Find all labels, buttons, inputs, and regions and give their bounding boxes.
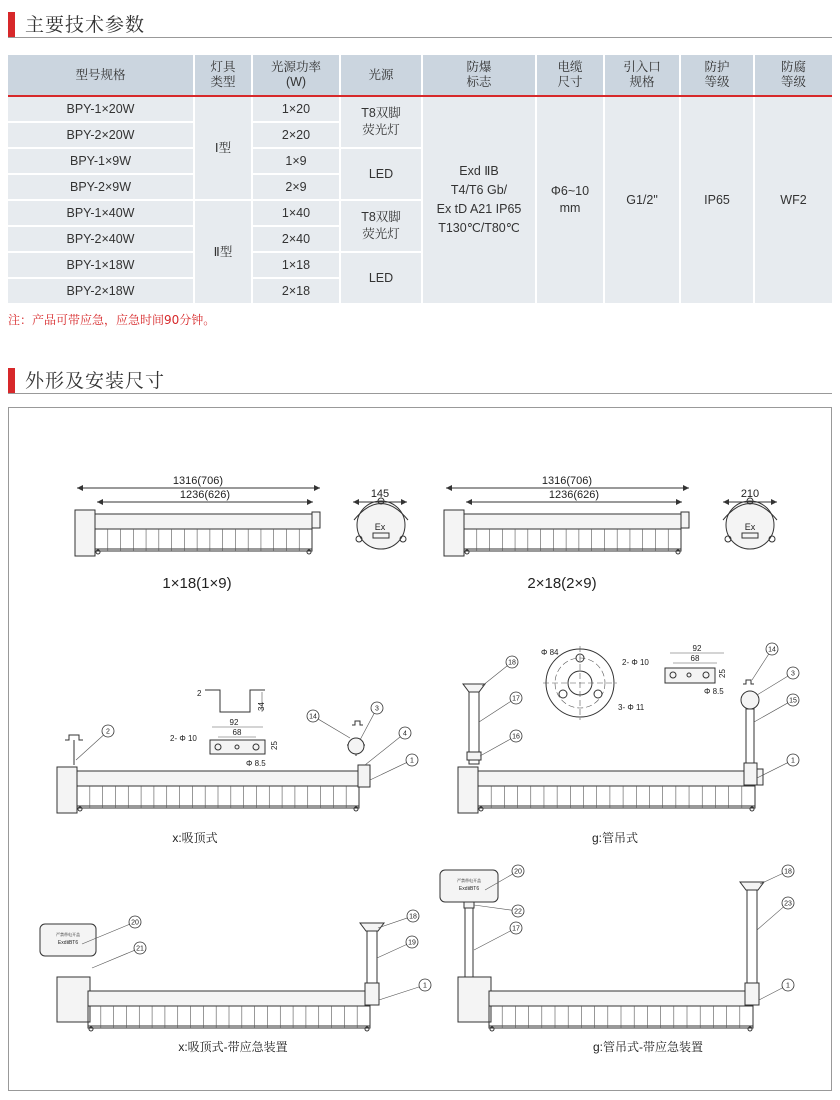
col-header-label: 光源功率(W): [270, 60, 321, 89]
model-cell: BPY-1×20W: [8, 96, 194, 122]
luminaire-front-view: [458, 767, 763, 813]
drawing-caption: 1×18(1×9): [162, 575, 232, 592]
callout-number: 17: [512, 925, 520, 933]
drawing-caption: 2×18(2×9): [527, 575, 597, 592]
model-cell: BPY-2×9W: [8, 174, 194, 200]
power-cell: 1×20: [252, 96, 340, 122]
plate-hole-spacing: 68: [232, 728, 242, 737]
type-cell: Ⅱ型: [194, 200, 252, 304]
callout-number: 3: [791, 670, 795, 678]
callout-number: 1: [410, 757, 414, 765]
callout-number: 20: [131, 919, 139, 927]
dimension-inner: 1236(626): [548, 489, 600, 501]
drawing-caption: g:管吊式: [591, 831, 639, 845]
model-cell: BPY-1×9W: [8, 148, 194, 174]
drawing-ceiling-mount-emergency: [40, 910, 431, 1054]
callout-number: 4: [403, 730, 407, 738]
emergency-box-label: ExdⅡBT6: [458, 886, 480, 892]
footnote: 注：产品可带应急，应急时间90分钟。: [8, 313, 216, 327]
plate-height: 25: [718, 669, 727, 678]
flange-holes: 3- Φ 11: [618, 703, 645, 712]
power-cell: 2×20: [252, 122, 340, 148]
plate-hole-diameter: Φ 8.5: [246, 759, 266, 768]
plate-height: 25: [270, 741, 279, 750]
ip-cell: IP65: [680, 96, 754, 304]
power-cell: 2×40: [252, 226, 340, 252]
model-cell: BPY-2×20W: [8, 122, 194, 148]
callout-number: 17: [512, 695, 520, 703]
model-cell: BPY-2×18W: [8, 278, 194, 304]
luminaire-front-view: [75, 510, 320, 556]
drawing-ceiling-mount: [57, 689, 418, 845]
type-cell: Ⅰ型: [194, 96, 252, 200]
drawing-pipe-pendant-emergency: [440, 865, 794, 1054]
plate-hole-spacing: 68: [690, 654, 700, 663]
power-cell: 1×9: [252, 148, 340, 174]
luminaire-front-view: [444, 510, 689, 556]
model-cell: BPY-1×18W: [8, 252, 194, 278]
cable-cell: Φ6~10 mm: [536, 96, 604, 304]
callout-number: 16: [512, 733, 520, 741]
luminaire-front-view: [88, 991, 370, 1031]
luminaire-front-view: [57, 767, 367, 813]
drawing-caption: x:吸顶式: [172, 831, 218, 845]
source-cell: LED: [340, 252, 422, 304]
plate-holes: 2- Φ 10: [622, 658, 649, 667]
dimension-total: 1316(706): [172, 475, 224, 487]
callout-number: 23: [784, 900, 792, 908]
model-cell: BPY-2×40W: [8, 226, 194, 252]
col-header-label: 防爆标志: [466, 60, 492, 89]
ex-mark-cell: Exd ⅡB T4/T6 Gb/ Ex tD A21 IP65 T130℃/T80℃: [422, 96, 536, 304]
plate-width: 92: [229, 718, 239, 727]
emergency-box-label: ExdⅡBT6: [57, 940, 79, 946]
callout-number: 18: [409, 913, 417, 921]
callout-number: 21: [136, 945, 144, 953]
section-title: 外形及安装尺寸: [25, 370, 166, 392]
dimension-side: 145: [370, 488, 390, 500]
col-header-label: 光源: [368, 67, 394, 82]
col-header-label: 防护等级: [704, 60, 730, 89]
drawing-caption: x:吸顶式-带应急装置: [178, 1040, 288, 1054]
callout-number: 14: [309, 713, 317, 721]
callout-number: 14: [768, 646, 776, 654]
source-cell: T8双脚 荧光灯: [340, 200, 422, 252]
dimension-total: 1316(706): [541, 475, 593, 487]
plate-hole-diameter: Φ 8.5: [704, 687, 724, 696]
col-header-label: 电缆尺寸: [557, 60, 583, 89]
power-cell: 1×18: [252, 252, 340, 278]
col-header-label: 型号规格: [75, 67, 126, 82]
col-header-label: 防腐等级: [780, 60, 806, 89]
drawing-1x18: [75, 475, 408, 592]
power-cell: 1×40: [252, 200, 340, 226]
emergency-box-label: 严禁带电开盖: [56, 932, 80, 937]
drawing-pipe-pendant: [458, 643, 799, 845]
plate-width: 92: [692, 644, 702, 653]
ex-mark: Ex: [374, 522, 386, 532]
emergency-box-label: 严禁带电开盖: [457, 878, 481, 883]
callout-number: 3: [375, 705, 379, 713]
callout-number: 19: [408, 939, 416, 947]
callout-number: 18: [508, 659, 516, 667]
drawing-2x18: [444, 475, 777, 592]
bracket-height: 34: [257, 702, 266, 711]
power-cell: 2×9: [252, 174, 340, 200]
callout-number: 18: [784, 868, 792, 876]
callout-number: 20: [514, 868, 522, 876]
model-cell: BPY-1×40W: [8, 200, 194, 226]
source-cell: LED: [340, 148, 422, 200]
source-cell: T8双脚 荧光灯: [340, 96, 422, 148]
callout-number: 22: [514, 908, 522, 916]
anticorrosion-cell: WF2: [754, 96, 832, 304]
callout-number: 1: [423, 982, 427, 990]
dimension-side: 210: [740, 488, 760, 500]
dimension-inner: 1236(626): [179, 489, 231, 501]
ex-mark: Ex: [744, 522, 756, 532]
col-header-label: 灯具类型: [210, 60, 236, 89]
drawing-caption: g:管吊式-带应急装置: [592, 1040, 704, 1054]
flange-diameter: Φ 84: [541, 648, 559, 657]
plate-holes: 2- Φ 10: [170, 734, 197, 743]
luminaire-front-view: [489, 991, 753, 1031]
callout-number: 15: [789, 697, 797, 705]
col-header-label: 引入口规格: [623, 60, 661, 89]
callout-number: 2: [106, 728, 110, 736]
bracket-thickness: 2: [197, 689, 202, 698]
callout-number: 1: [791, 757, 795, 765]
power-cell: 2×18: [252, 278, 340, 304]
callout-number: 1: [786, 982, 790, 990]
section-title: 主要技术参数: [25, 14, 146, 36]
entry-cell: G1/2": [604, 96, 680, 304]
